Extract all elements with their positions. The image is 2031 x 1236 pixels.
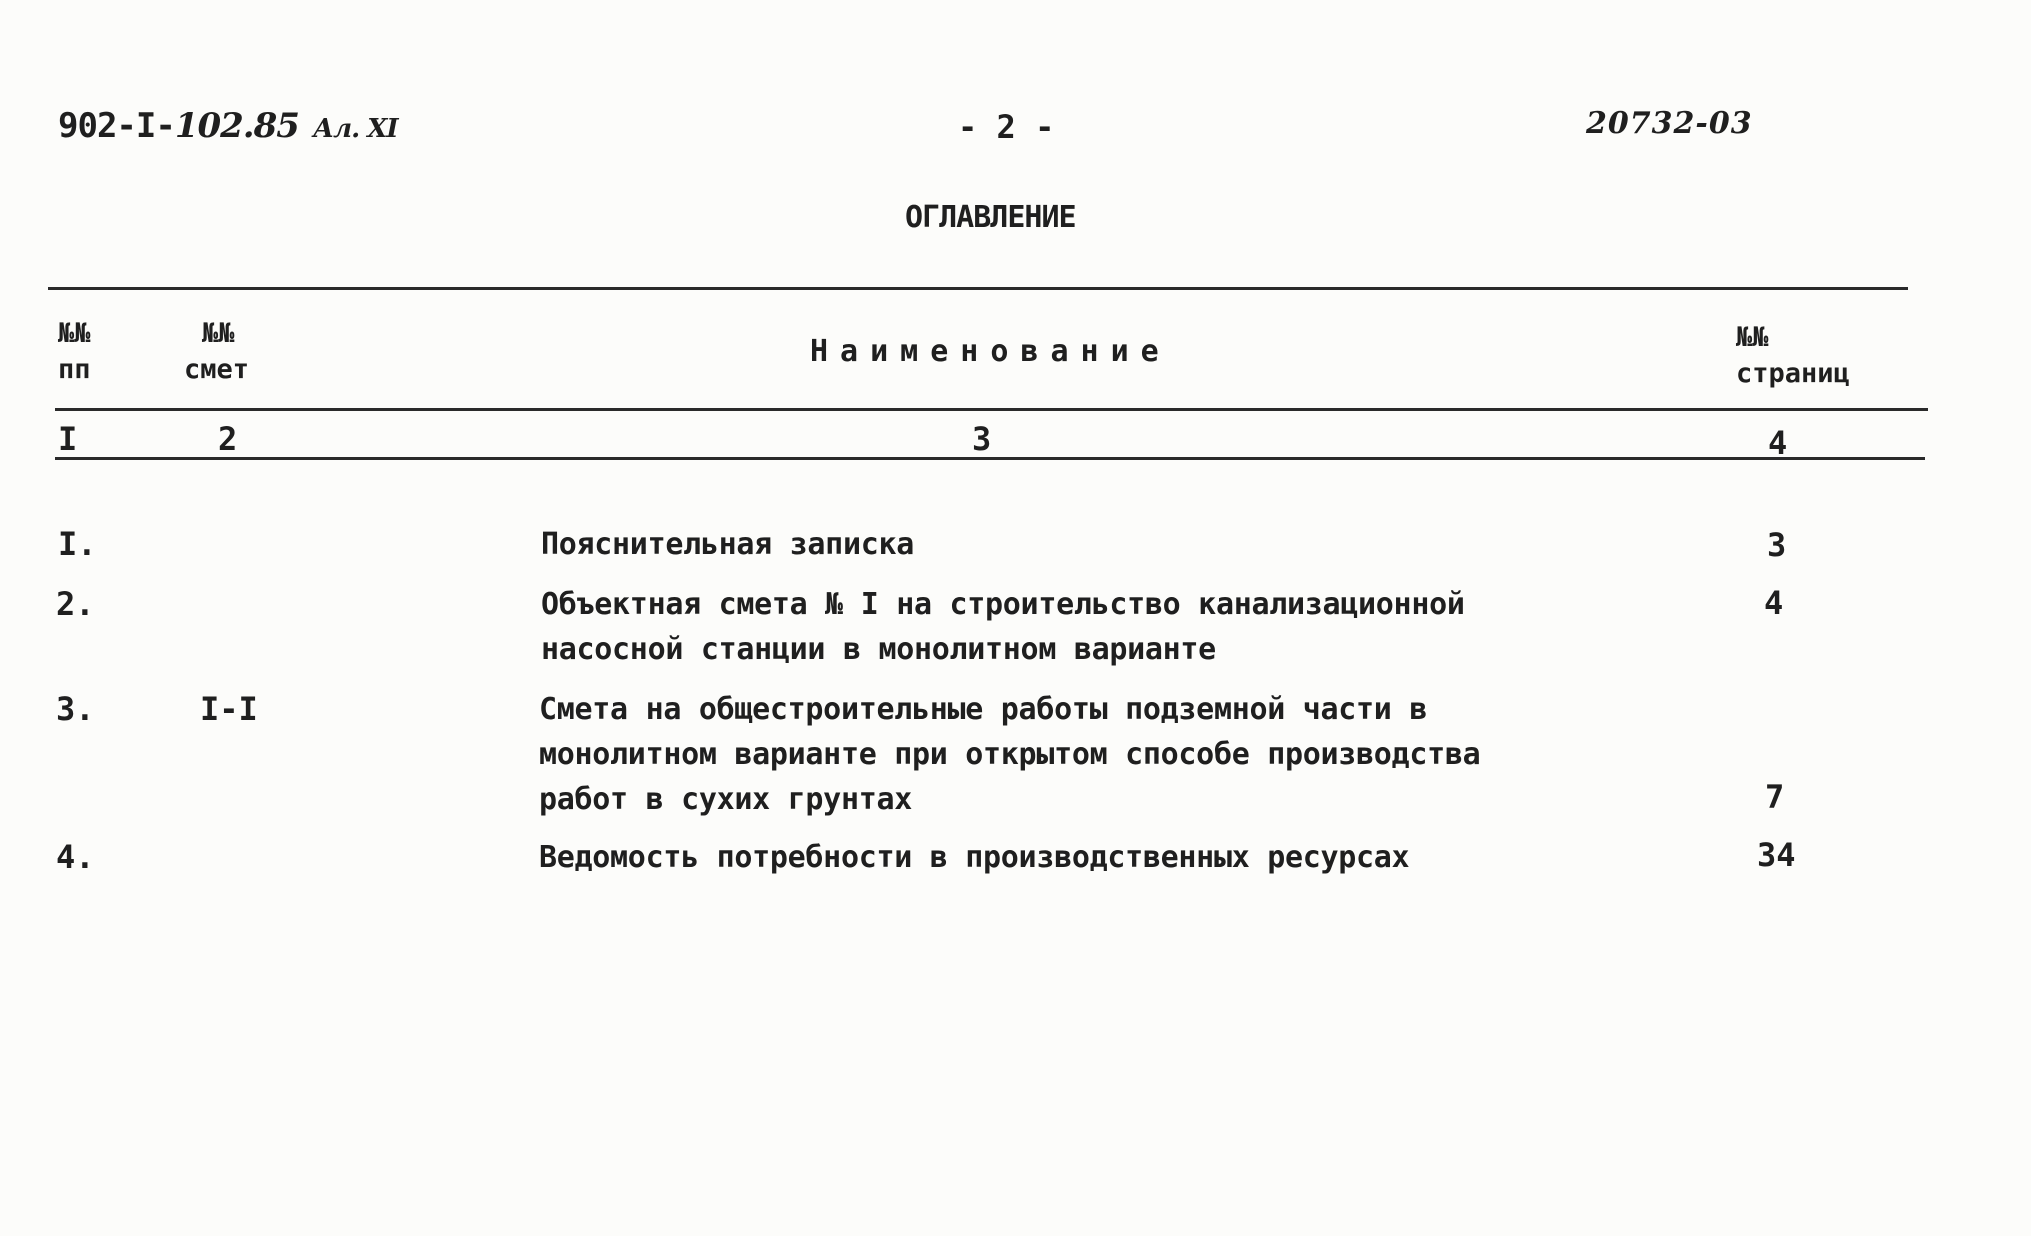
row-title-line: Ведомость потребности в производственных ресурсах <box>539 840 1410 875</box>
row-number: 2. <box>56 585 95 623</box>
row-estimate-number: I-I <box>200 690 258 728</box>
page-title: ОГЛАВЛЕНИЕ <box>905 200 1076 235</box>
header-col1 <box>58 316 91 388</box>
document-code <box>58 106 398 146</box>
header-col2 <box>184 316 249 388</box>
row-title-line: Смета на общестроительные работы подземной части в <box>539 692 1428 727</box>
row-title <box>541 522 914 567</box>
row-title-line: работ в сухих грунтах <box>539 782 912 817</box>
sheet-mark: Ал. XI <box>312 114 398 144</box>
document-code-handwritten: 102.85 <box>174 106 299 146</box>
page-number: - 2 - <box>958 108 1055 146</box>
column-number-4: 4 <box>1768 424 1788 462</box>
document-code-typed: 902-I- <box>58 106 175 146</box>
row-page: 4 <box>1764 584 1784 622</box>
header-col4-line2: страниц <box>1736 358 1850 389</box>
row-page: 3 <box>1767 526 1787 564</box>
row-title-line: насосной станции в монолитном варианте <box>541 632 1216 667</box>
row-title-line: монолитном варианте при открытом способе производства <box>539 737 1481 772</box>
header-col4 <box>1736 320 1850 392</box>
row-number: 4. <box>56 838 95 876</box>
column-number-2: 2 <box>218 420 238 458</box>
row-title <box>539 687 1480 822</box>
inventory-number: 20732-03 <box>1586 106 1753 141</box>
column-number-1: I <box>58 420 78 458</box>
header-col2-line1: №№ <box>202 318 235 349</box>
header-col3: Наименование <box>810 334 1171 369</box>
row-page: 7 <box>1765 778 1785 816</box>
row-number: 3. <box>56 690 95 728</box>
row-title <box>539 835 1409 880</box>
header-col2-line2: смет <box>184 354 250 385</box>
column-number-3: 3 <box>972 420 992 458</box>
row-title-line: Объектная смета № I на строительство канализационной <box>541 587 1465 622</box>
row-title <box>541 582 1465 672</box>
header-col4-line1: №№ <box>1736 322 1769 353</box>
table-top-rule <box>48 287 1908 290</box>
row-title-line: Пояснительная записка <box>541 527 914 562</box>
row-page: 34 <box>1757 836 1796 874</box>
row-number: I. <box>58 525 97 563</box>
header-col1-line2: пп <box>58 354 91 385</box>
table-header-rule <box>55 408 1928 411</box>
header-col1-line1: №№ <box>58 318 91 349</box>
